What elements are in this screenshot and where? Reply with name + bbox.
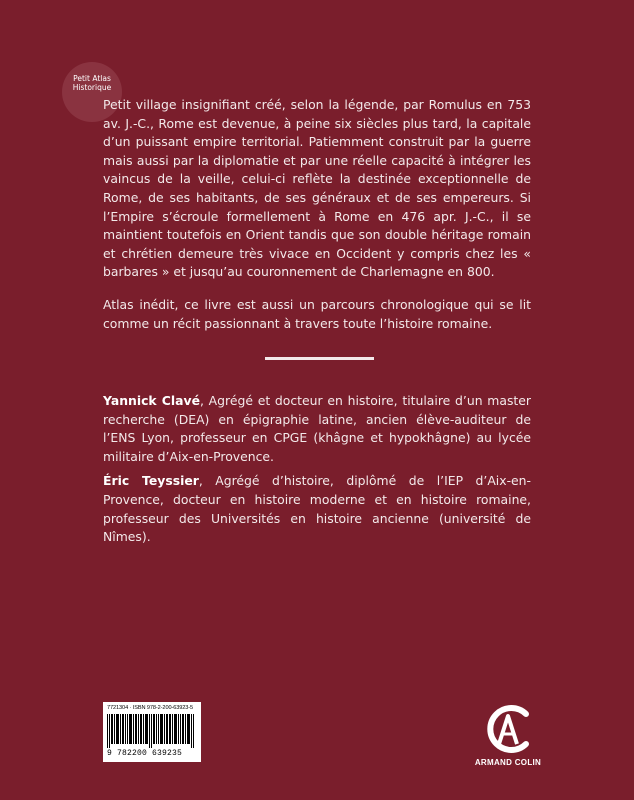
back-cover-blurb bbox=[103, 96, 531, 333]
barcode-bars bbox=[107, 714, 197, 748]
divider bbox=[265, 357, 374, 360]
author-bio-2 bbox=[103, 472, 531, 546]
blurb-paragraph-2: Atlas inédit, ce livre est aussi un parcours chronologique qui se lit comme un récit passionnant à travers toute l’histoire romaine. bbox=[103, 296, 531, 331]
author-bios bbox=[103, 392, 531, 547]
armand-colin-logo-icon bbox=[482, 702, 534, 756]
publisher-name: ARMAND COLIN bbox=[474, 758, 542, 767]
blurb-paragraph-1: Petit village insignifiant créé, selon la légende, par Romulus en 753 av. J.-C., Rome est devenue, à peine six siècles plus tard, la capitale d’un puissant empire territorial. Patiemment construit par la guerre mais aussi par la diplomatie et par une réelle capacité à intégrer les vaincus de la veille, celui-ci reflète la destinée exceptionnelle de Rome, de ses habitants, de ses généraux et de ses empereurs. Si l’Empire s’écroule formellement à Rome en 476 apr. J.-C., il se maintient toutefois en Orient tandis que son double héritage romain et chrétien demeure très vivace en Occident y compris chez les « barbares » et jusqu’au couronnement de Charlemagne en 800. bbox=[103, 97, 531, 280]
author-name-2: Éric Teyssier bbox=[103, 473, 199, 489]
isbn-line: 7721304 · ISBN 978-2-200-63923-5 bbox=[107, 705, 194, 711]
series-badge-line1: Petit Atlas bbox=[73, 74, 111, 83]
author-bio-1 bbox=[103, 392, 531, 466]
series-badge-line2: Historique bbox=[72, 83, 112, 92]
author-bio-text-1: , Agrégé et docteur en histoire, titulaire d’un master recherche (DEA) en épigraphie latine, ancien élève-auditeur de l’ENS Lyon, professeur en CPGE (khâgne et hypokhâgne) au lycée militaire d’Aix-en-Provence. bbox=[103, 393, 531, 464]
author-name-1: Yannick Clavé bbox=[103, 393, 200, 408]
barcode-number: 9 782200 639235 bbox=[107, 749, 183, 758]
author-bio-text-2: , Agrégé d’histoire, diplômé de l’IEP d’Aix-en-Provence, docteur en histoire moderne et en histoire romaine, professeur des Universités en histoire ancienne (université de Nîmes). bbox=[103, 473, 532, 545]
publisher-logo bbox=[468, 702, 548, 770]
isbn-barcode bbox=[103, 702, 201, 762]
